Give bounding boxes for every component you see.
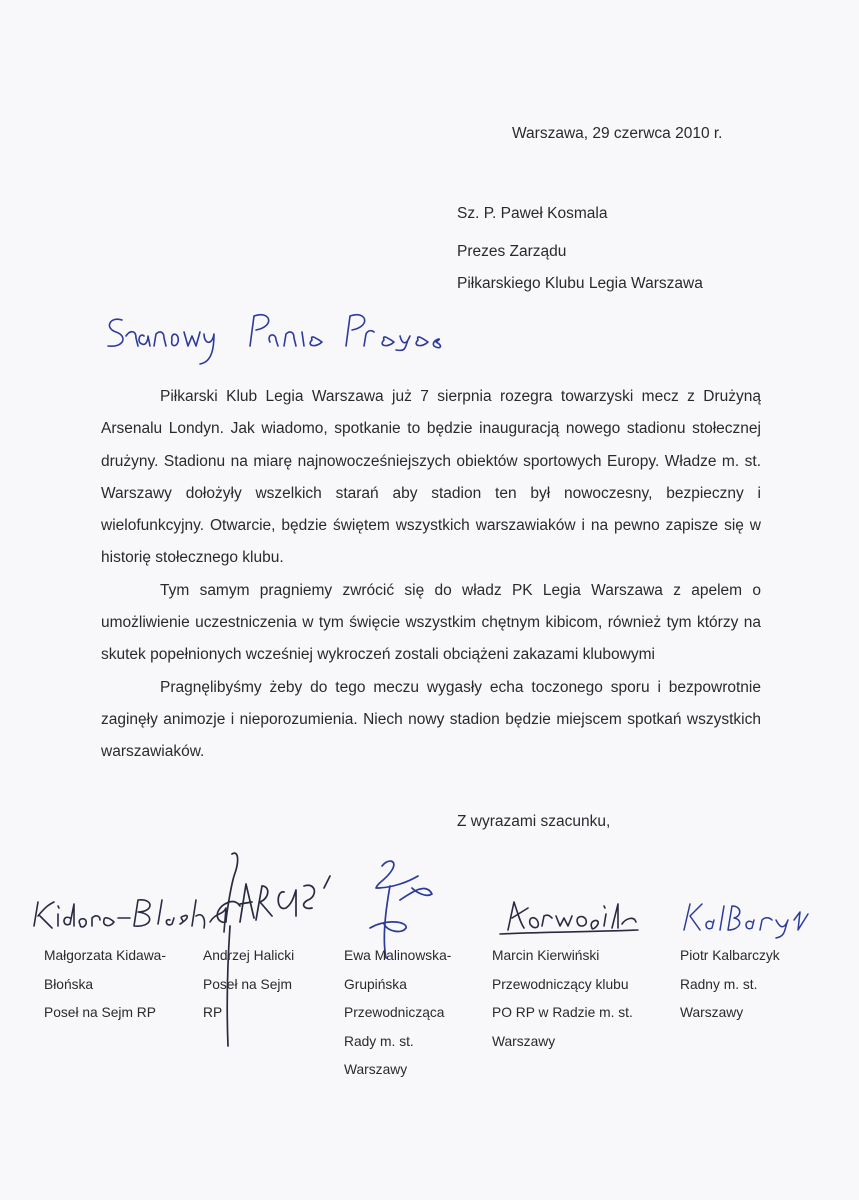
letter-body: [101, 381, 761, 769]
signatory-line: Poseł na Sejm: [203, 976, 292, 992]
recipient-line-3: Piłkarskiego Klubu Legia Warszawa: [457, 275, 703, 292]
signatory-line: RP: [203, 1005, 223, 1020]
signatory-kierwinski: [492, 942, 633, 1056]
signatory-line: PO RP w Radzie m. st.: [492, 1005, 633, 1020]
body-paragraph-2: Tym samym pragniemy zwrócić się do władz PK Legia Warszawa z apelem o umożliwienie uczestniczenia w tym święcie wszystkim chętnym kibicom, również tym którzy na skutek popełnionych wcześniej wykroczeń zostali obciążeni zakazami klubowymi: [101, 581, 761, 664]
closing-formula: Z wyrazami szacunku,: [457, 813, 611, 830]
signatory-line: Warszawy: [492, 1033, 556, 1049]
signatory-line: Piotr Kalbarczyk: [680, 948, 780, 963]
signatory-line: Grupińska: [344, 976, 407, 992]
signatory-kidawa-blonska: [44, 942, 166, 1028]
handwritten-greeting: [100, 302, 460, 372]
signatory-line: Radny m. st.: [680, 976, 758, 992]
signatory-line: Małgorzata Kidawa-: [44, 948, 166, 963]
signatory-line: Marcin Kierwiński: [492, 948, 600, 963]
body-paragraph-1: Piłkarski Klub Legia Warszawa już 7 sierpnia rozegra towarzyski mecz z Drużyną Arsenalu Londyn. Jak wiadomo, spotkanie to będzie inauguracją nowego stadionu stołecznej drużyny. Stadionu na miarę najnowocześniejszych obiektów sportowych Europy. Władze m. st. Warszawy dołożyły wszelkich starań aby stadion ten był nowoczesny, bezpieczny i wielofunkcyjny. Otwarcie, będzie świętem wszystkich warszawiaków i na pewno zapisze się w historię stołecznego klubu.: [101, 388, 761, 567]
signatory-kalbarczyk: [680, 942, 780, 1028]
body-paragraph-3: Pragnęlibyśmy żeby do tego meczu wygasły echa toczonego sporu i bezpowrotnie zaginęły animozje i nieporozumienia. Niech nowy stadion będzie miejscem spotkań wszystkich warszawiaków.: [101, 678, 761, 761]
signatory-line: Warszawy: [344, 1062, 408, 1077]
signatory-line: Poseł na Sejm RP: [44, 1005, 156, 1020]
signatory-line: Błońska: [44, 976, 94, 992]
recipient-line-2: Prezes Zarządu: [457, 243, 567, 260]
signatory-line: Przewodnicząca: [344, 1005, 445, 1020]
signature-kalbarczyk: [676, 896, 816, 947]
signatory-halicki: [203, 942, 294, 1028]
signature-kierwinski: [500, 894, 640, 945]
signatory-line: Warszawy: [680, 1005, 744, 1020]
signatory-line: Rady m. st.: [344, 1033, 414, 1049]
signatory-line: Przewodniczący klubu: [492, 976, 629, 992]
recipient-line-1: Sz. P. Paweł Kosmala: [457, 205, 608, 222]
signatory-line: Andrzej Halicki: [203, 948, 295, 963]
signatory-malinowska-grupinska: [344, 942, 451, 1085]
letter-date: Warszawa, 29 czerwca 2010 r.: [512, 125, 723, 142]
signatory-line: Ewa Malinowska-: [344, 948, 452, 963]
